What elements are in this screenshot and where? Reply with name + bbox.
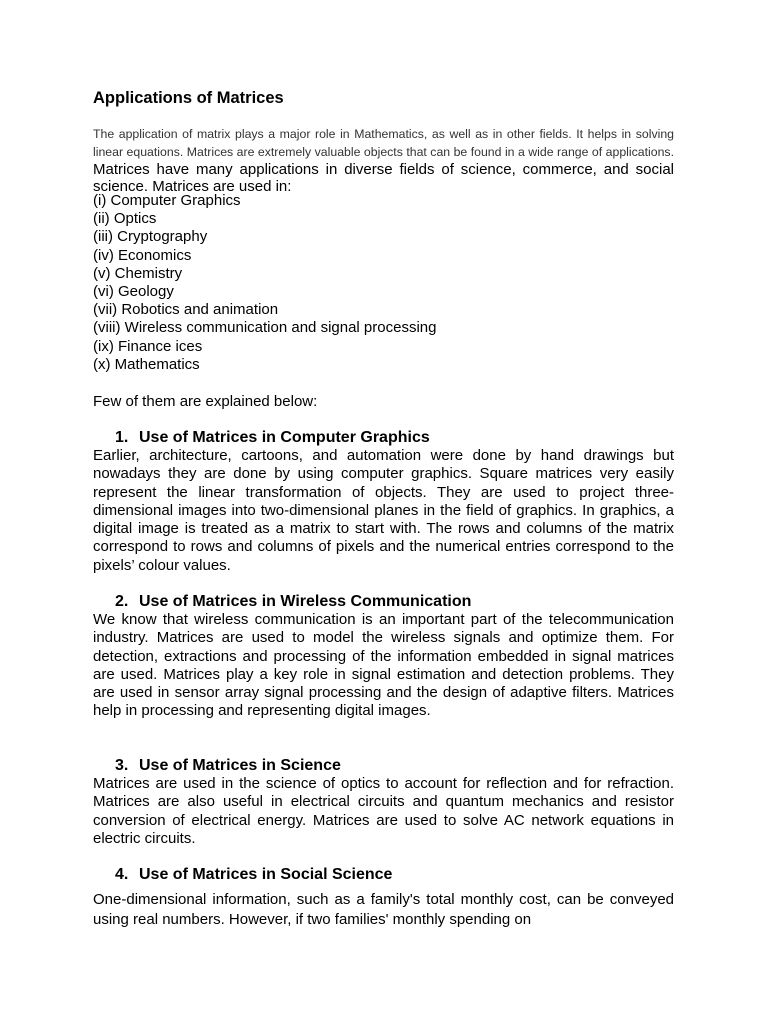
document-page xyxy=(93,0,674,1024)
section-body-computer-graphics: Earlier, architecture, cartoons, and automation were done by hand drawings but nowadays they are done by using computer graphics. Square matrices very easily represent the linear transformation of objects. They are used to project three-dimensional images into two-dimensional planes in the field of graphics. In graphics, a digital image is treated as a matrix to start with. The rows and columns of the matrix correspond to rows and columns of pixels and the numerical entries correspond to the pixels’ colour values. xyxy=(93,447,674,574)
intro-small-text: The application of matrix plays a major role in Mathematics, as well as in other fields. It helps in solving linear equations. Matrices are extremely valuable objects that can be found in a wide range of applications. xyxy=(93,127,674,159)
few-explained-text: Few of them are explained below: xyxy=(93,393,318,410)
section-heading-social-science xyxy=(115,865,392,885)
applications-list xyxy=(93,192,436,374)
section-title: Use of Matrices in Wireless Communication xyxy=(139,593,472,610)
list-item: (iv) Economics xyxy=(93,246,192,264)
section-title: Use of Matrices in Science xyxy=(139,757,341,774)
section-title: Use of Matrices in Social Science xyxy=(139,866,393,883)
list-item: (viii) Wireless communication and signal processing xyxy=(93,319,437,337)
section-number: 2. xyxy=(115,593,129,610)
section-body-social-science: One-dimensional information, such as a family's total monthly cost, can be conveyed using real numbers. However, if two families' monthly spending on xyxy=(93,891,674,928)
document-title: Applications of Matrices xyxy=(93,89,284,107)
intro-large-text: Matrices have many applications in diverse fields of science, commerce, and social science. Matrices are used in: xyxy=(93,161,674,195)
section-title: Use of Matrices in Computer Graphics xyxy=(139,429,430,446)
section-number: 1. xyxy=(115,429,129,446)
section-heading-wireless-communication xyxy=(115,592,471,612)
section-heading-science xyxy=(115,756,341,776)
list-item: (vii) Robotics and animation xyxy=(93,301,279,319)
section-body-wireless-communication: We know that wireless communication is an important part of the telecommunication industry. Matrices are used to model the wireless signals and optimize them. For detection, extractions and processing of the information embedded in signal matrices are used. Matrices play a key role in signal estimation and detection problems. They are used in sensor array signal processing and the design of adaptive filters. Matrices help in processing and representing digital images. xyxy=(93,611,674,720)
section-body-science: Matrices are used in the science of optics to account for reflection and for refraction. Matrices are also useful in electrical circuits and quantum mechanics and resistor conversion of electrical energy. Matrices are used to solve AC network equations in electric circuits. xyxy=(93,775,674,847)
list-item: (iii) Cryptography xyxy=(93,228,208,246)
list-item: (i) Computer Graphics xyxy=(93,192,241,209)
section-number: 4. xyxy=(115,866,129,883)
section-number: 3. xyxy=(115,757,129,774)
list-item: (ix) Finance ices xyxy=(93,337,203,355)
section-heading-computer-graphics xyxy=(115,428,430,448)
list-item: (vi) Geology xyxy=(93,283,174,301)
list-item: (ii) Optics xyxy=(93,210,157,228)
list-item: (x) Mathematics xyxy=(93,355,200,373)
list-item: (v) Chemistry xyxy=(93,264,183,282)
intro-paragraph xyxy=(93,125,674,195)
